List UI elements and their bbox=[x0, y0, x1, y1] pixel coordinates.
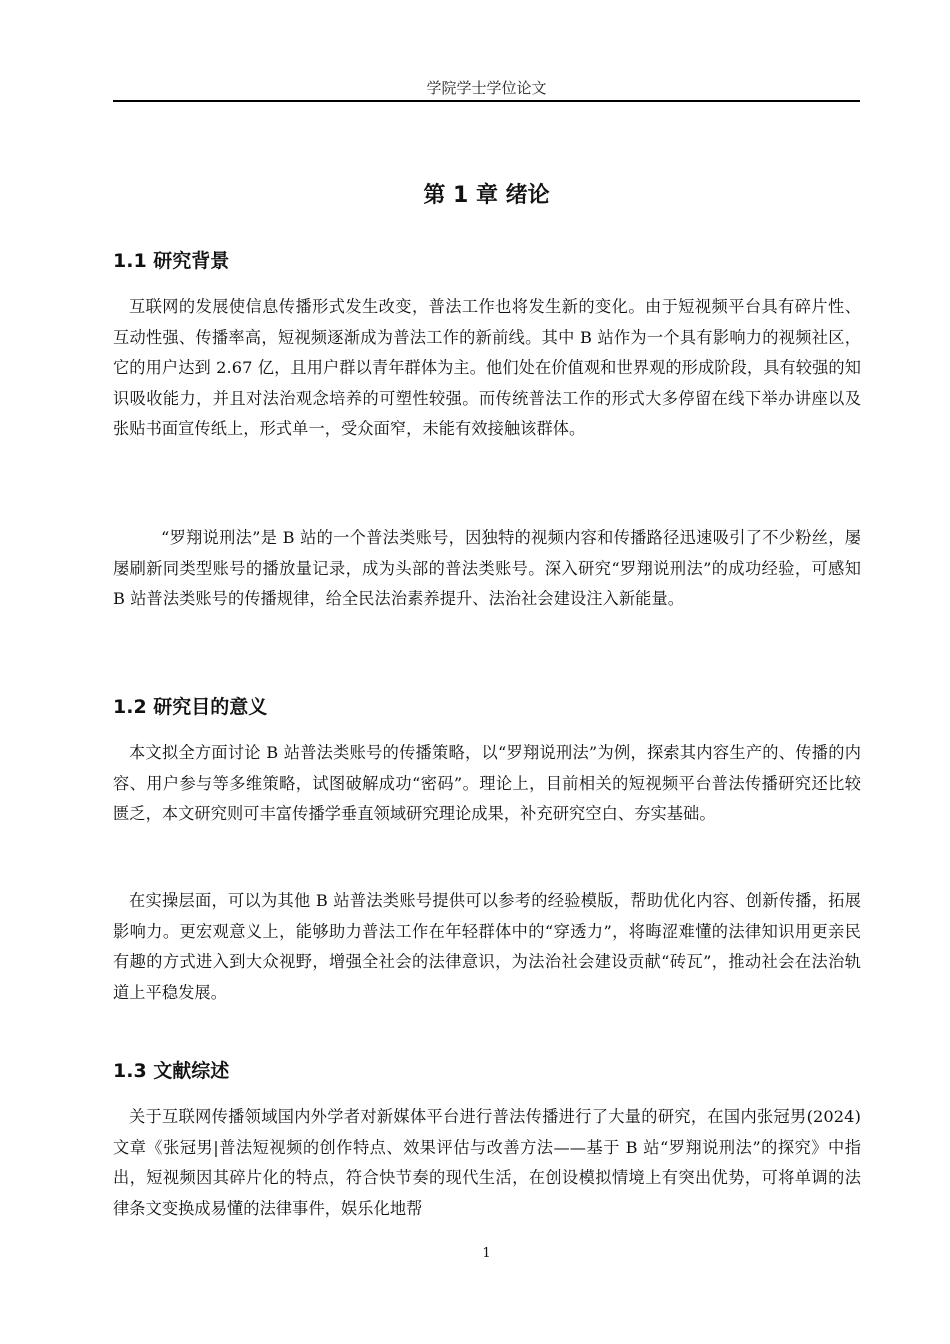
page-number: 1 bbox=[482, 1246, 491, 1261]
running-header: 学院学士学位论文 bbox=[426, 79, 547, 97]
body-paragraph: 互联网的发展使信息传播形式发生改变，普法工作也将发生新的变化。由于短视频平台具有碎片性、互动性强、传播率高，短视频逐渐成为普法工作的新前线。其中 B 站作为一个具有影响力的视频社区，它的用户达到 2.67 亿，且用户群以青年群体为主。他们处在价值观和世界观的形成阶段，具有较强的知识吸收能力，并且对法治观念培养的可塑性较强。而传统普法工作的形式大多停留在线下举办讲座以及张贴书面宣传纸上，形式单一，受众面窄，未能有效接触该群体。 bbox=[113, 297, 861, 438]
header-rule bbox=[113, 100, 860, 102]
chapter-title: 第 1 章 绪论 bbox=[423, 183, 550, 208]
body-paragraph: 本文拟全方面讨论 B 站普法类账号的传播策略，以“罗翔说刑法”为例，探索其内容生产的、传播的内容、用户参与等多维策略，试图破解成功“密码”。理论上，目前相关的短视频平台普法传播研究还比较匮乏，本文研究则可丰富传播学垂直领域研究理论成果，补充研究空白、夯实基础。 bbox=[113, 743, 861, 823]
section-heading-1-1: 1.1 研究背景 bbox=[113, 250, 230, 272]
body-paragraph: “罗翔说刑法”是 B 站的一个普法类账号，因独特的视频内容和传播路径迅速吸引了不少粉丝，屡屡刷新同类型账号的播放量记录，成为头部的普法类账号。深入研究“罗翔说刑法”的成功经验，可感知 B 站普法类账号的传播规律，给全民法治素养提升、法治社会建设注入新能量。 bbox=[113, 528, 861, 608]
section-heading-1-2: 1.2 研究目的意义 bbox=[113, 696, 268, 718]
section-heading-1-3: 1.3 文献综述 bbox=[113, 1060, 230, 1082]
body-paragraph: 在实操层面，可以为其他 B 站普法类账号提供可以参考的经验模版，帮助优化内容、创新传播，拓展影响力。更宏观意义上，能够助力普法工作在年轻群体中的“穿透力”，将晦涩难懂的法律知识用更亲民有趣的方式进入到大众视野，增强全社会的法律意识，为法治社会建设贡献“砖瓦”，推动社会在法治轨道上平稳发展。 bbox=[113, 891, 861, 1002]
body-paragraph: 关于互联网传播领域国内外学者对新媒体平台进行普法传播进行了大量的研究，在国内张冠男(2024)文章《张冠男|普法短视频的创作特点、效果评估与改善方法——基于 B 站“罗翔说刑法”的探究》中指出，短视频因其碎片化的特点，符合快节奏的现代生活，在创设模拟情境上有突出优势，可将单调的法律条文变换成易懂的法律事件，娱乐化地帮 bbox=[113, 1107, 861, 1218]
